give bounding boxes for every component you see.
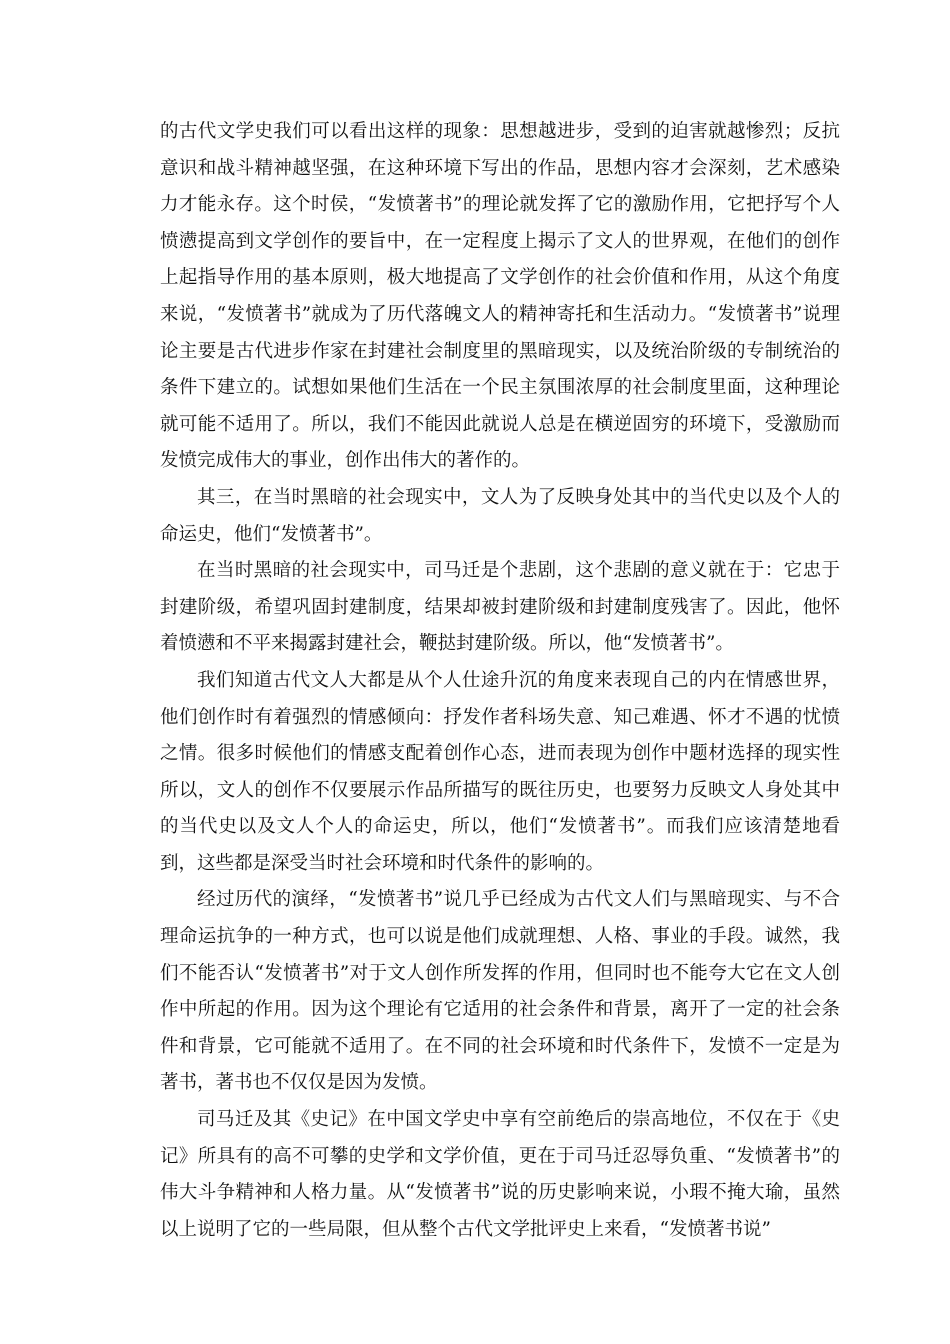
paragraph-third-point: 其三，在当时黑暗的社会现实中，文人为了反映身处其中的当代史以及个人的命运史，他们“发愤著书”。 [160, 486, 840, 545]
paragraph-continuation: 的古代文学史我们可以看出这样的现象：思想越进步，受到的迫害就越惨烈；反抗意识和战斗精神越坚强，在这种环境下写出的作品，思想内容才会深刻，艺术感染力才能永存。这个时侯，“发愤著书”的理论就发挥了它的激励作用，它把抒写个人愤懑提高到文学创作的要旨中，在一定程度上揭示了文人的世界观，在他们的创作上起指导作用的基本原则，极大地提高了文学创作的社会价值和作用，从这个角度来说，“发愤著书”就成为了历代落魄文人的精神寄托和生活动力。“发愤著书”说理论主要是古代进步作家在封建社会制度里的黑暗现实，以及统治阶级的专制统治的条件下建立的。试想如果他们生活在一个民主氛围浓厚的社会制度里面，这种理论就可能不适用了。所以，我们不能因此就说人总是在横逆固穷的环境下，受激励而发愤完成伟大的事业，创作出伟大的著作的。 [160, 121, 840, 472]
paragraph-shiji-status: 司马迁及其《史记》在中国文学史中享有空前绝后的崇高地位，不仅在于《史记》所具有的高不可攀的史学和文学价值，更在于司马迁忍辱负重、“发愤著书”的伟大斗争精神和人格力量。从“发愤著书”说的历史影响来说，小瑕不掩大瑜，虽然以上说明了它的一些局限，但从整个古代文学批评史上来看，“发愤著书说” [160, 1109, 840, 1240]
paragraph-literati-emotion: 我们知道古代文人大都是从个人仕途升沉的角度来表现自己的内在情感世界，他们创作时有着强烈的情感倾向：抒发作者科场失意、知己难遇、怀才不遇的忧愤之情。很多时候他们的情感支配着创作心态，进而表现为创作中题材选择的现实性所以，文人的创作不仅要展示作品所描写的既往历史，也要努力反映文人身处其中的当代史以及文人个人的命运史，所以，他们“发愤著书”。而我们应该清楚地看到，这些都是深受当时社会环境和时代条件的影响的。 [160, 669, 840, 874]
paragraph-historical-evolution: 经过历代的演绎，“发愤著书”说几乎已经成为古代文人们与黑暗现实、与不合理命运抗争的一种方式，也可以说是他们成就理想、人格、事业的手段。诚然，我们不能否认“发愤著书”对于文人创作所发挥的作用，但同时也不能夸大它在文人创作中所起的作用。因为这个理论有它适用的社会条件和背景，离开了一定的社会条件和背景，它可能就不适用了。在不同的社会环境和时代条件下，发愤不一定是为著书，著书也不仅仅是因为发愤。 [160, 889, 840, 1094]
paragraph-sima-qian-tragedy: 在当时黑暗的社会现实中，司马迁是个悲剧，这个悲剧的意义就在于：它忠于封建阶级，希望巩固封建制度，结果却被封建阶级和封建制度残害了。因此，他怀着愤懑和不平来揭露封建社会，鞭挞封建阶级。所以，他“发愤著书”。 [160, 560, 840, 655]
document-page [160, 114, 840, 1248]
